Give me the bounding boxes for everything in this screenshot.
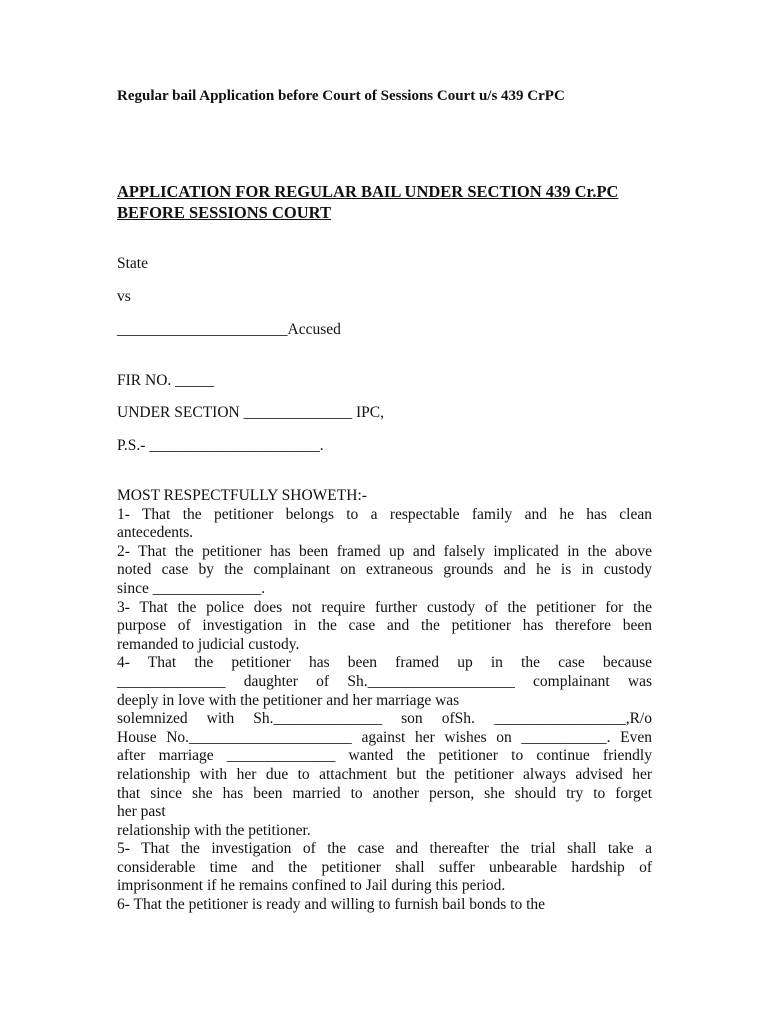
- under-section: UNDER SECTION ______________ IPC,: [117, 404, 384, 421]
- paragraph-line: relationship with her due to attachment but the petitioner always advised her: [117, 765, 652, 783]
- paragraph-3: [117, 599, 652, 655]
- fir-number: FIR NO. _____: [117, 372, 214, 389]
- paragraph-line: ______________ daughter of Sh.___________________ complainant was: [117, 672, 652, 690]
- heading-line: APPLICATION FOR REGULAR BAIL UNDER SECTION 439 Cr.PC: [117, 182, 619, 201]
- paragraph-line: noted case by the complainant on extraneous grounds and he is in custody: [117, 561, 652, 579]
- paragraph-line: remanded to judicial custody.: [117, 635, 300, 653]
- paragraph-line: imprisonment if he remains confined to Jail during this period.: [117, 877, 506, 895]
- paragraph-line: purpose of investigation in the case and the petitioner has therefore been: [117, 617, 652, 635]
- intro-line: MOST RESPECTFULLY SHOWETH:-: [117, 487, 367, 504]
- paragraph-line: 6- That the petitioner is ready and willing to furnish bail bonds to the: [117, 896, 546, 914]
- party-state: State: [117, 255, 148, 272]
- paragraph-line: since ______________.: [117, 579, 266, 597]
- police-station: P.S.- ______________________.: [117, 437, 324, 454]
- paragraph-line: 5- That the investigation of the case and thereafter the trial shall take a: [117, 840, 652, 858]
- paragraph-1: [117, 506, 652, 543]
- paragraph-line: deeply in love with the petitioner and her marriage was: [117, 691, 460, 709]
- paragraph-6: [117, 896, 652, 915]
- party-accused: ______________________Accused: [117, 321, 341, 338]
- document-body: [117, 487, 652, 915]
- party-vs: vs: [117, 288, 131, 305]
- paragraph-line: relationship with the petitioner.: [117, 821, 311, 839]
- heading-line: BEFORE SESSIONS COURT: [117, 203, 331, 222]
- paragraph-line: 1- That the petitioner belongs to a respectable family and he has clean: [117, 505, 652, 523]
- paragraph-line: her past: [117, 803, 166, 821]
- document-title: Regular bail Application before Court of Sessions Court u/s 439 CrPC: [117, 88, 565, 104]
- paragraph-4: [117, 654, 652, 840]
- paragraph-line: 4- That the petitioner has been framed up in the case because: [117, 654, 652, 672]
- paragraph-line: that since she has been married to another person, she should try to forget: [117, 784, 652, 802]
- paragraph-line: House No._____________________ against her wishes on ___________. Even: [117, 728, 652, 746]
- paragraph-line: antecedents.: [117, 524, 194, 542]
- main-heading: [117, 181, 677, 223]
- paragraph-2: [117, 543, 652, 599]
- paragraph-line: 2- That the petitioner has been framed up and falsely implicated in the above: [117, 542, 652, 560]
- paragraph-5: [117, 840, 652, 896]
- paragraph-list: [117, 506, 652, 915]
- paragraph-line: 3- That the police does not require further custody of the petitioner for the: [117, 598, 652, 616]
- paragraph-line: considerable time and the petitioner shall suffer unbearable hardship of: [117, 858, 652, 876]
- paragraph-line: after marriage ______________ wanted the petitioner to continue friendly: [117, 747, 652, 765]
- paragraph-line: solemnized with Sh.______________ son ofSh. _________________,R/o: [117, 710, 652, 728]
